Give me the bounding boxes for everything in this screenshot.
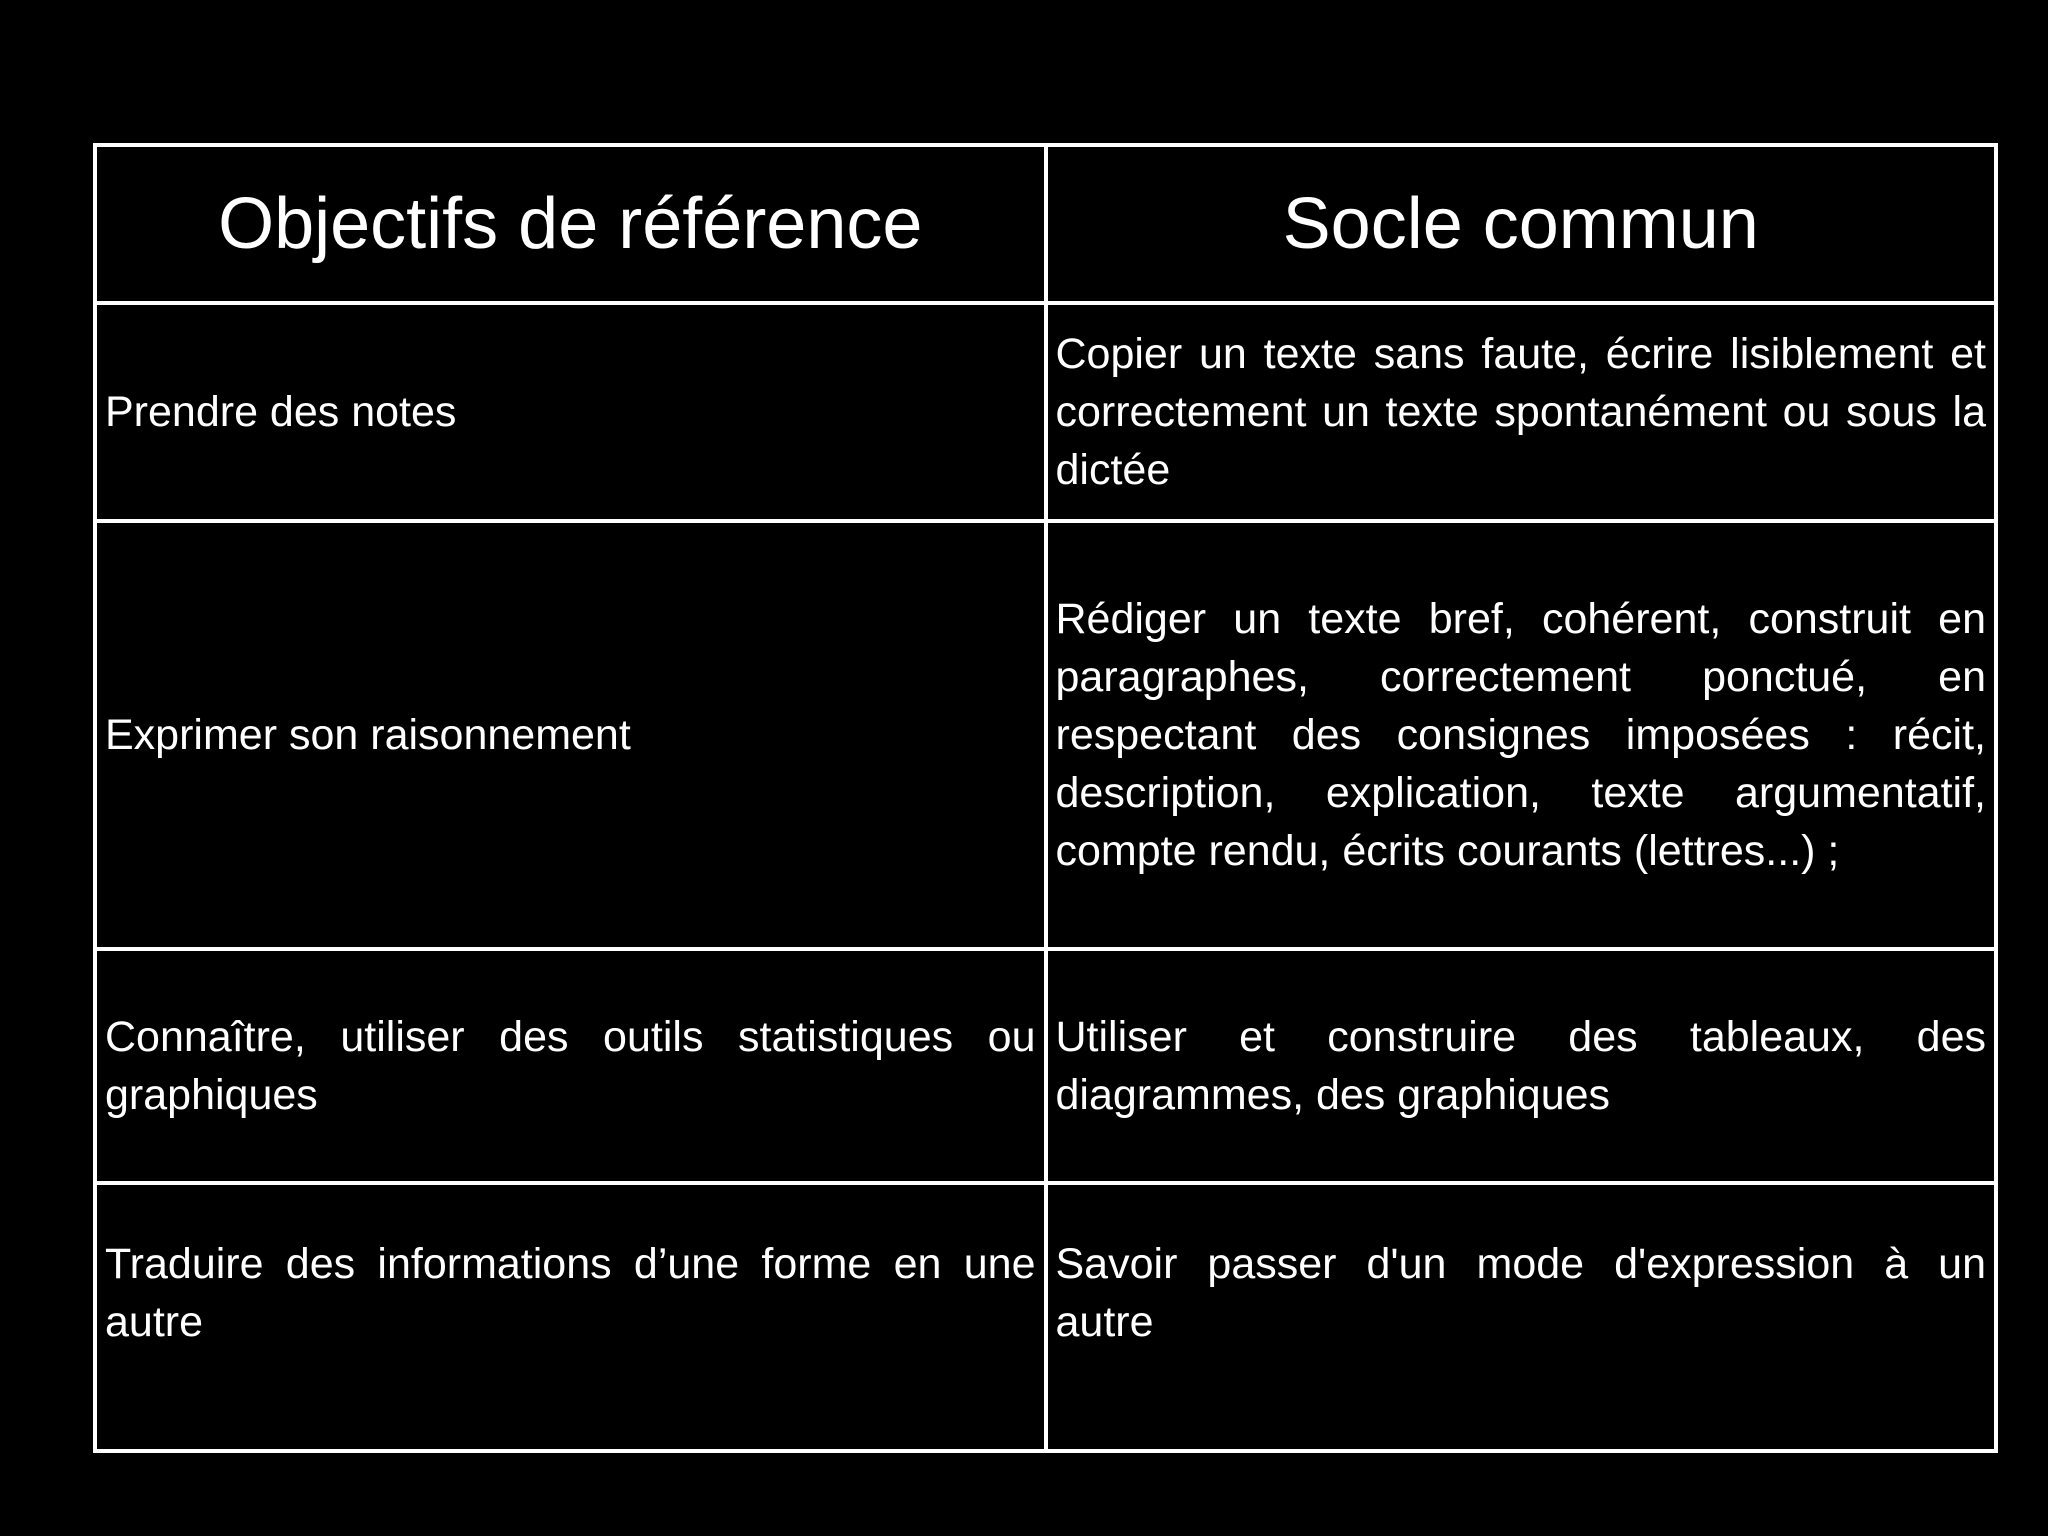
objectif-cell: Exprimer son raisonnement <box>95 521 1046 949</box>
table-row <box>95 949 1996 1183</box>
socle-cell: Copier un texte sans faute, écrire lisiblement et correctement un texte spontanément ou sous la dictée <box>1046 303 1997 521</box>
comparison-table <box>93 143 1998 1453</box>
table-row <box>95 303 1996 521</box>
header-objectifs: Objectifs de référence <box>95 145 1046 303</box>
objectif-cell: Prendre des notes <box>95 303 1046 521</box>
socle-cell: Rédiger un texte bref, cohérent, construit en paragraphes, correctement ponctué, en respectant des consignes imposées : récit, description, explication, texte argumentatif, compte rendu, écrits courants (lettres...) ; <box>1046 521 1997 949</box>
table-header-row <box>95 145 1996 303</box>
table-row <box>95 1183 1996 1451</box>
socle-cell: Savoir passer d'un mode d'expression à un autre <box>1046 1183 1997 1451</box>
objectif-cell: Traduire des informations d’une forme en une autre <box>95 1183 1046 1451</box>
header-socle: Socle commun <box>1046 145 1997 303</box>
table-row <box>95 521 1996 949</box>
objectif-cell: Connaître, utiliser des outils statistiques ou graphiques <box>95 949 1046 1183</box>
socle-cell: Utiliser et construire des tableaux, des diagrammes, des graphiques <box>1046 949 1997 1183</box>
